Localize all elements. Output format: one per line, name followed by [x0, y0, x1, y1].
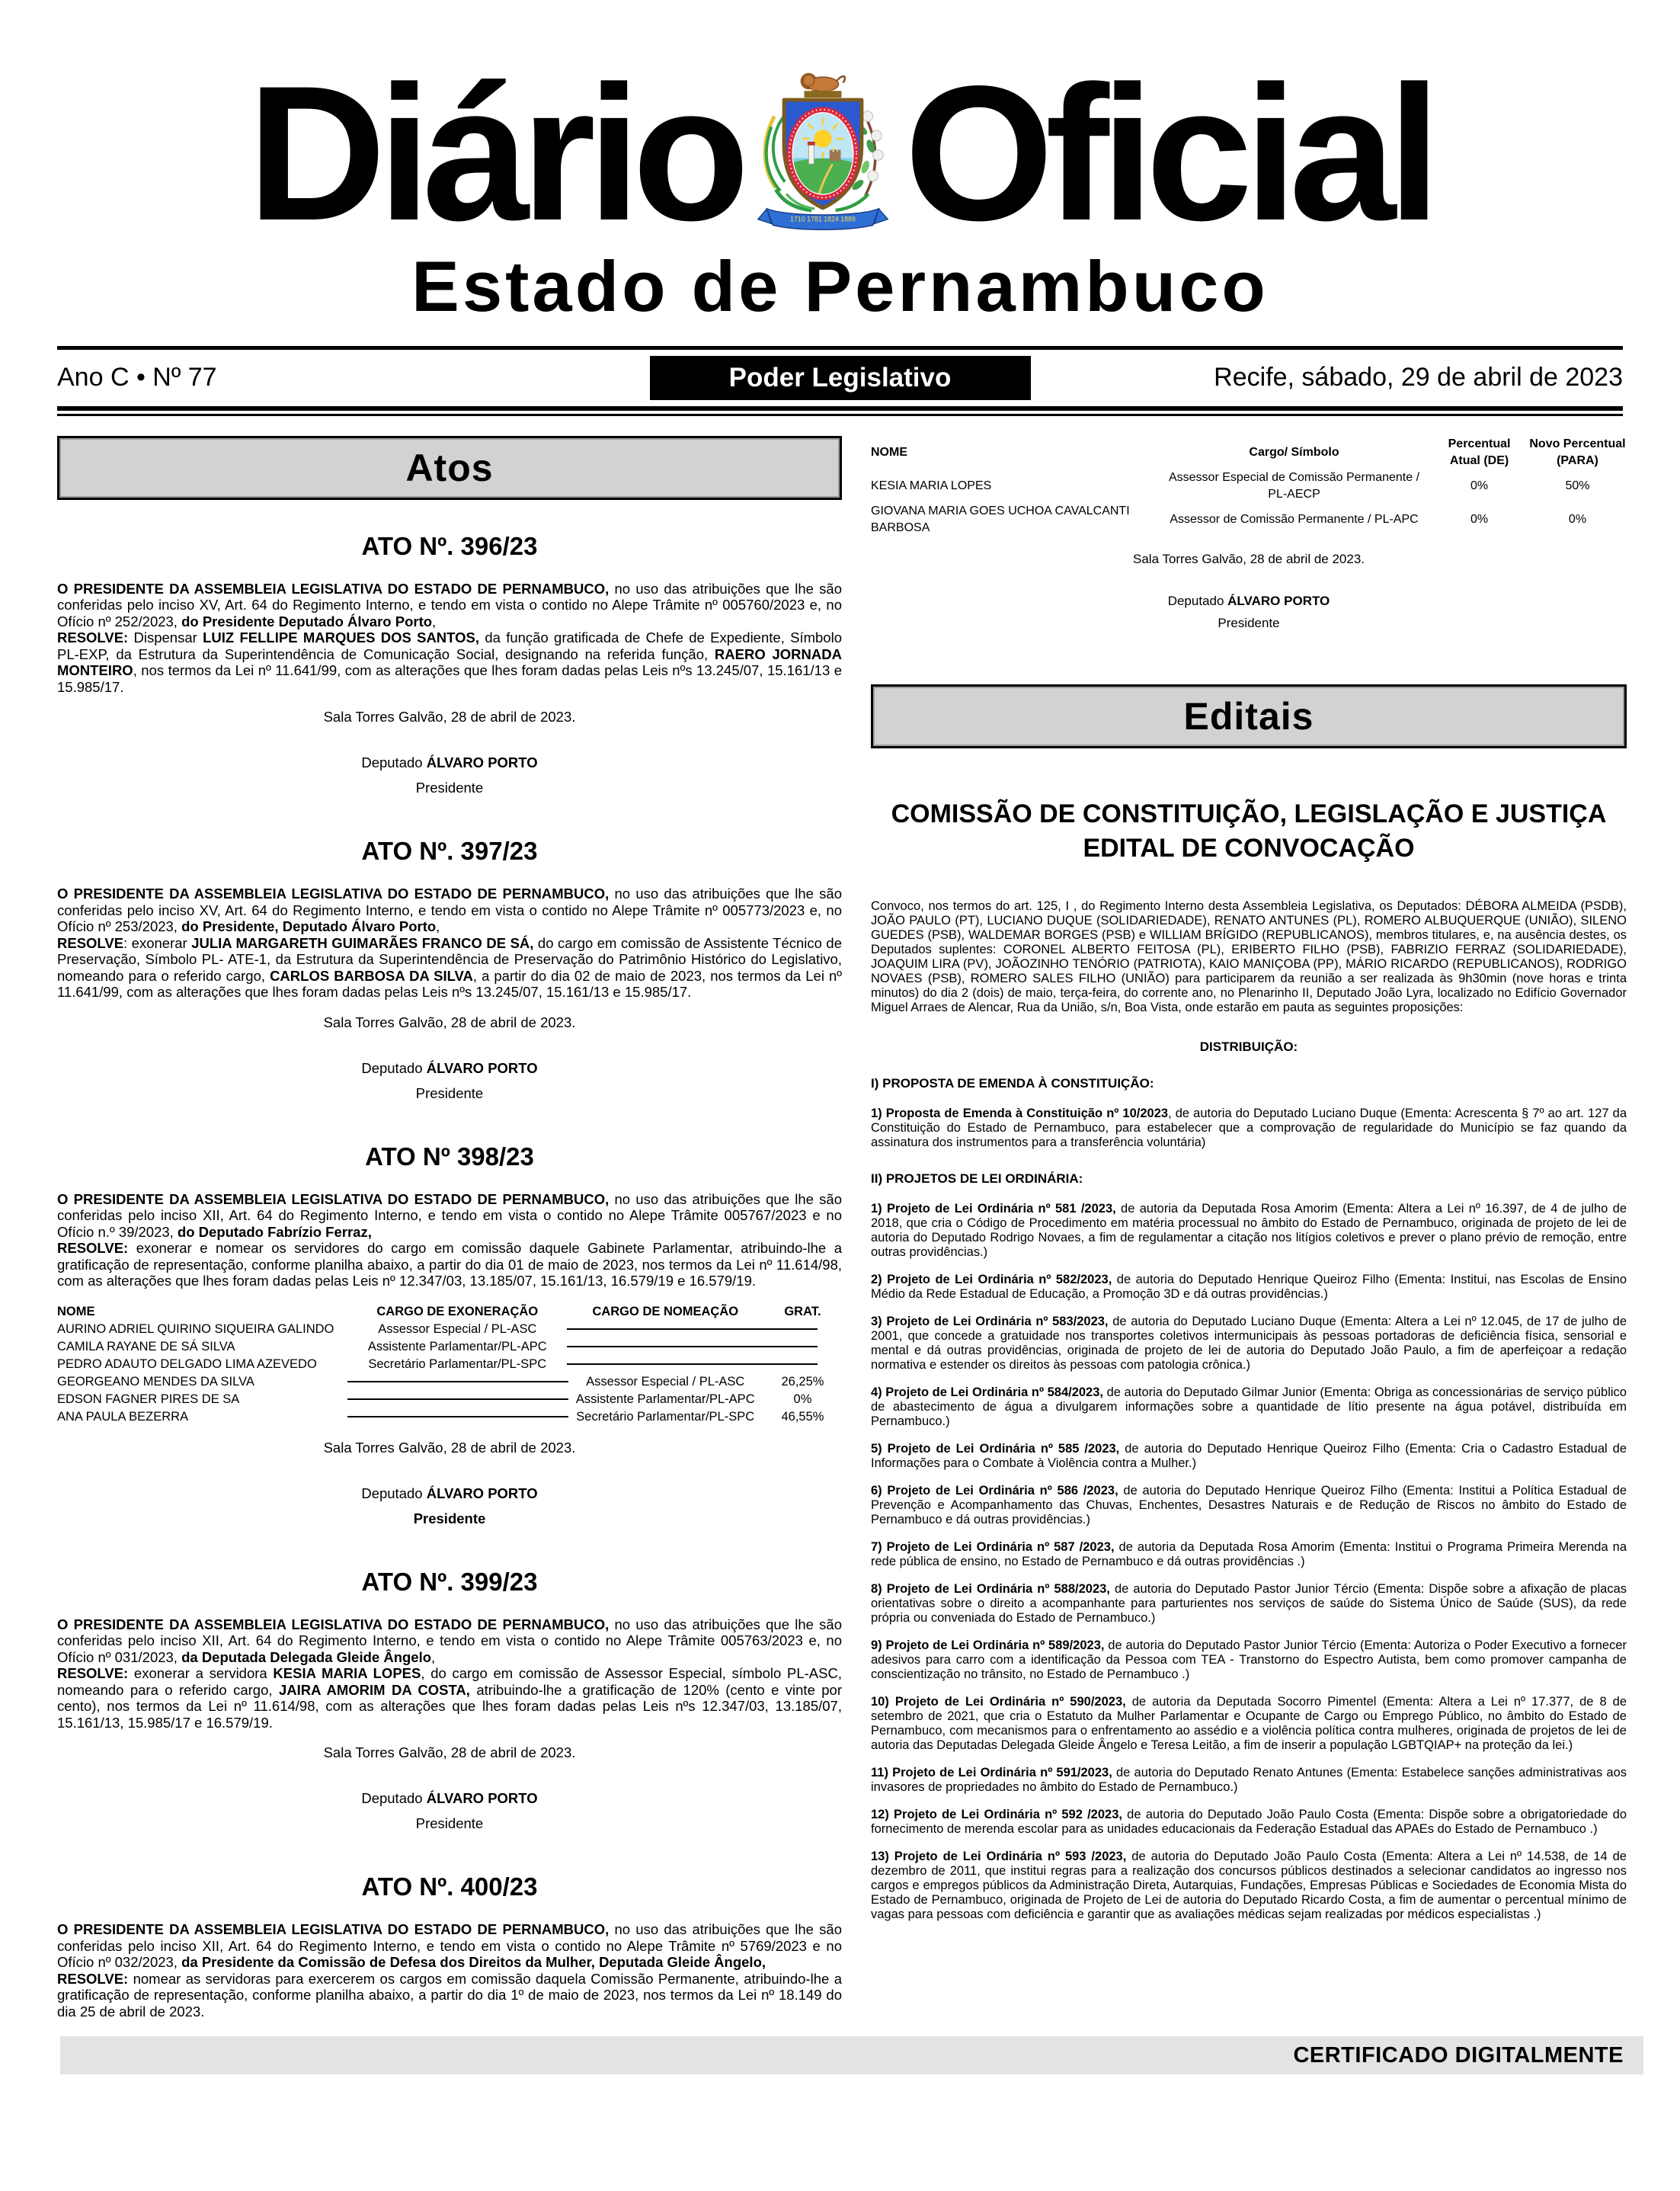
table-cell [567, 1338, 763, 1356]
sala-line: Sala Torres Galvão, 28 de abril de 2023. [323, 709, 576, 726]
edital-item: 7) Projeto de Lei Ordinária nº 587 /2023, de autoria da Deputada Rosa Amorim (Ementa: Institui o Programa Primeira Merenda na rede pública de ensino, no Estado de Pernambuco e dá outras providências .) [871, 1539, 1627, 1568]
ribbon-dates-label: 1710 1781 1824 1889 [790, 215, 856, 223]
table-cell: Assistente Parlamentar/PL-APC [367, 1339, 547, 1353]
signature-block [57, 1786, 842, 1836]
distribution-heading: DISTRIBUIÇÃO: [1199, 1039, 1298, 1054]
sala-line: Sala Torres Galvão, 28 de abril de 2023. [323, 1014, 576, 1030]
table-header-row [871, 436, 1627, 469]
ato-paragraph: RESOLVE: exonerar JULIA MARGARETH GUIMARÃES FRANCO DE SÁ, do cargo em comissão de Assistente Técnico de Preservação, Símbolo PL- ATE-1, da Estrutura da Superintendência de Preservação do Patrimônio Histórico do Legislativo, nomeando para o referido cargo, CARLOS BARBOSA DA SILVA, a partir do dia 02 de maio de 2023, nos termos da Lei nº 11.641/99, com as alterações que lhes foram dadas pelas Leis nºs 13.245/07, 15.161/13 e 15.985/17. [57, 934, 843, 1001]
edital-item: 8) Projeto de Lei Ordinária nº 588/2023, de autoria do Deputado Pastor Junior Tércio (Ementa: Dispõe sobre a afixação de placas orientativas sobre o direito a acompanhante para parturientes nos serviços de saúde do Sistema Único de Saúde (SUS), da rede própria ou conveniada do Estado de Pernambuco.) [871, 1581, 1627, 1625]
table-cell: 0% [1470, 512, 1489, 526]
table-cell: ANA PAULA BEZERRA [57, 1409, 189, 1424]
table-cell: AURINO ADRIEL QUIRINO SIQUEIRA GALINDO [57, 1321, 334, 1336]
edital-item: 12) Projeto de Lei Ordinária nº 592 /2023, de autoria do Deputado João Paulo Costa (Ementa: Dispõe sobre a obrigatoriedade do fornecimento de merenda escolar para as unidades educacionais da Federação Estadual das APAEs do Estado de Pernambuco .) [871, 1807, 1627, 1836]
pernambuco-coat-of-arms-icon [752, 69, 894, 239]
column-header: GRAT. [784, 1304, 821, 1318]
appointments-table [871, 436, 1627, 537]
table-cell: GEORGEANO MENDES DA SILVA [57, 1374, 254, 1389]
table-cell [347, 1391, 567, 1408]
ato-heading: ATO Nº 398/23 [365, 1142, 534, 1171]
signature-block [57, 750, 842, 800]
column-header: Percentual Atual (DE) [1448, 437, 1511, 467]
edital-headline-line1: COMISSÃO DE CONSTITUIÇÃO, LEGISLAÇÃO E JUSTIÇA [891, 799, 1607, 828]
table-cell: PEDRO ADAUTO DELGADO LIMA AZEVEDO [57, 1357, 317, 1371]
column-header: CARGO DE NOMEAÇÃO [592, 1304, 739, 1318]
signature-role: Presidente [413, 1510, 486, 1526]
ato-399-section [57, 1568, 842, 1837]
table-row [57, 1408, 842, 1426]
ato-paragraph: O PRESIDENTE DA ASSEMBLEIA LEGISLATIVA DO ESTADO DE PERNAMBUCO, no uso das atribuições que lhe são conferidas pelo inciso XII, Art. 64 do Regimento Interno, e tendo em vista o contido no Alepe Trâmite 005767/2023 e no Ofício n.º 39/2023, do Deputado Fabrízio Ferraz, [57, 1190, 842, 1240]
signature-name: Deputado ÁLVARO PORTO [361, 1485, 538, 1501]
lion-crest-icon [801, 73, 845, 93]
table-cell: Assistente Parlamentar/PL-APC [575, 1392, 755, 1406]
ato-paragraph: O PRESIDENTE DA ASSEMBLEIA LEGISLATIVA DO ESTADO DE PERNAMBUCO, no uso das atribuições que lhe são conferidas pelo inciso XII, Art. 64 do Regimento Interno, e tendo em vista o contido no Alepe Trâmite nº 5769/2023 e no Ofício nº 032/2023, da Presidente da Comissão de Defesa dos Direitos da Mulher, Deputada Gleide Ângelo, [57, 1921, 842, 1971]
column-header: CARGO DE EXONERAÇÃO [376, 1304, 539, 1318]
blank-line [787, 1328, 818, 1330]
table-cell [763, 1321, 842, 1338]
left-column [57, 436, 842, 2020]
masthead-subtitle: Estado de Pernambuco [411, 245, 1269, 326]
edital-item: 1) Proposta de Emenda à Constituição nº 10/2023, de autoria do Deputado Luciano Duque (Ementa: Acrescenta § 7º ao art. 127 da Constituição do Estado de Pernambuco, para estabelecer que a comprovação de regularidade do Município se faz quando da assinatura dos instrumentos para a transferência voluntária) [871, 1106, 1627, 1149]
signature-role: Presidente [415, 1084, 484, 1101]
edital-item: 6) Projeto de Lei Ordinária nº 586 /2023, de autoria do Deputado Henrique Queiroz Filho (Ementa: Institui a Política Estadual de Prevenção e Acompanhamento das Chuvas, Enchentes, Desastres Naturais e de Redução de Riscos no âmbito do Estado de Pernambuco e dá outras providências.) [871, 1483, 1627, 1526]
table-cell: GIOVANA MARIA GOES UCHOA CAVALCANTI BARBOSA [871, 504, 1130, 534]
edital-item-list [871, 1202, 1627, 1922]
signature-role: Presidente [415, 1815, 484, 1832]
certification-label: CERTIFICADO DIGITALMENTE [1293, 2042, 1624, 2068]
table-cell: 50% [1565, 479, 1590, 492]
signature-role: Presidente [415, 780, 484, 796]
column-header: NOME [57, 1304, 95, 1318]
table-row [57, 1356, 842, 1373]
content-columns [57, 436, 1627, 2020]
ato-398-section [57, 1142, 842, 1531]
blank-line [347, 1398, 568, 1400]
masthead-title-right: Oficial [904, 46, 1433, 261]
ato-heading: ATO Nº. 396/23 [361, 531, 538, 560]
table-cell: EDSON FAGNER PIRES DE SA [57, 1392, 240, 1406]
signature-role: Presidente [1218, 615, 1280, 630]
ato-397-section [57, 837, 842, 1106]
table-cell: 0% [1568, 512, 1587, 526]
table-cell: 46,55% [781, 1409, 824, 1424]
column-header: NOME [871, 445, 907, 459]
masthead-title-left: Diário [247, 46, 741, 261]
blank-line [567, 1328, 788, 1330]
signature-block [57, 1481, 842, 1531]
sala-line: Sala Torres Galvão, 28 de abril de 2023. [1133, 551, 1365, 566]
ato-heading: ATO Nº. 400/23 [361, 1872, 538, 1901]
table-row [57, 1321, 842, 1338]
masthead [0, 0, 1680, 328]
sala-line: Sala Torres Galvão, 28 de abril de 2023. [323, 1744, 576, 1761]
signature-block [57, 1055, 842, 1106]
ato-paragraph: O PRESIDENTE DA ASSEMBLEIA LEGISLATIVA DO ESTADO DE PERNAMBUCO, no uso das atribuições que lhe são conferidas pelo inciso XII, Art. 64 do Regimento Interno, e tendo em vista o contido no Alepe Trâmite 005763/2023 e, no Ofício nº 031/2023, da Deputada Delegada Gleide Ângelo, [57, 1616, 842, 1665]
exoneracao-table [57, 1303, 842, 1426]
issue-info-row [57, 350, 1623, 406]
table-cell: Assessor Especial / PL-ASC [378, 1321, 537, 1336]
edital-item: 3) Projeto de Lei Ordinária nº 583/2023, de autoria do Deputado Luciano Duque (Ementa: Altera a Lei nº 12.045, de 17 de julho de 2001, que concede a gratuidade nos transportes coletivos intermunicipais às pessoas portadoras de deficiência física, sensorial e mental e dá outras providências, originada de projeto de lei de autoria do Deputado João Paulo, a fim de aperfeiçoar a redação normativa e estender os direitos às pessoas com patologia crônica.) [871, 1314, 1627, 1372]
ato-paragraph: RESOLVE: nomear as servidoras para exercerem os cargos em comissão daquela Comissão Permanente, atribuindo-lhe a gratificação de representação, conforme planilha abaixo, a partir do dia 1º de maio de 2023, nos termos da Lei nº 18.149 do dia 25 de abril de 2023. [57, 1970, 842, 2020]
edital-item: 1) Projeto de Lei Ordinária nº 581 /2023, de autoria da Deputada Rosa Amorim (Ementa: Altera a Lei nº 16.397, de 4 de julho de 2018, que cria o Código de Procedimento em matéria processual no âmbito do Estado de Pernambuco, originada de projeto de lei de autoria do Deputado Rodrigo Novaes, a fim de regulamentar a citação nos litígios coletivos e prever o plano prévio de remoção, entre outras providências.) [871, 1201, 1627, 1259]
signature-name: Deputado ÁLVARO PORTO [361, 1059, 538, 1076]
table-cell [567, 1356, 763, 1373]
table-cell: Assessor Especial / PL-ASC [586, 1374, 745, 1389]
ato-heading: ATO Nº. 399/23 [361, 1567, 538, 1596]
edital-item: 9) Projeto de Lei Ordinária nº 589/2023, de autoria do Deputado Pastor Junior Tércio (Ementa: Autoriza o Poder Executivo a fornecer adesivos para carro com a identificação da Pessoa com TEA - Transtorno do Espectro Autista, bem como promover campanha de conscientização no trânsito, no Estado de Pernambuco .) [871, 1638, 1627, 1681]
signature-name: Deputado ÁLVARO PORTO [361, 1790, 538, 1807]
ato-paragraph: RESOLVE: Dispensar LUIZ FELLIPE MARQUES DOS SANTOS, da função gratificada de Chefe de Expediente, Símbolo PL-EXP, da Estrutura da Superintendência de Comunicação Social, designando na referida função, RAERO JORNADA MONTEIRO, nos termos da Lei nº 11.641/99, com as alterações que lhes foram dadas pelas Leis nºs 13.245/07, 15.161/13 e 15.985/17. [57, 629, 842, 695]
signature-block [871, 590, 1627, 634]
branch-badge: Poder Legislativo [650, 356, 1031, 400]
masthead-title-row [0, 46, 1680, 261]
table-header-row [57, 1303, 842, 1321]
table-cell: Assessor de Comissão Permanente / PL-APC [1170, 512, 1419, 526]
table-cell: KESIA MARIA LOPES [871, 479, 992, 492]
ato-paragraph: RESOLVE: exonerar e nomear os servidores do cargo em comissão daquele Gabinete Parlamentar, atribuindo-lhe a gratificação de representação, conforme planilha abaixo, a partir do dia 01 de maio de 2023, nos termos da Lei nº 11.614/98, com as alterações que lhes foram dadas pelas Leis nº 12.347/03, 13.185/07, 15.161/13, 16.579/19 e 16.579/19. [57, 1240, 842, 1289]
table-cell: Secretário Parlamentar/PL-SPC [368, 1357, 547, 1371]
edital-item: 13) Projeto de Lei Ordinária nº 593 /2023, de autoria do Deputado João Paulo Costa (Ementa: Altera a Lei nº 14.538, de 14 de dezembro de 2011, que institui regras para a realização dos concursos públicos destinados a selecionar candidatos ao ingresso nos cargos e empregos públicos da Administração Direta, Autarquias, Fundações, Empresas Públicas e Sociedades de Economia Mista do Estado de Pernambuco, originada de Projeto de Lei de autoria do Deputado Ricardo Costa, a fim de aumentar o percentual mínimo de vagas para pessoas com deficiência e garantir que as avaliações médicas sejam realizadas por médicos especialistas .) [871, 1849, 1627, 1921]
blank-line [347, 1381, 568, 1382]
table-cell: 0% [793, 1392, 812, 1406]
table-cell [567, 1321, 763, 1338]
blank-line [347, 1416, 568, 1417]
appointments-table-body [871, 469, 1627, 537]
section-heading-pec: I) PROPOSTA DE EMENDA À CONSTITUIÇÃO: [871, 1075, 1154, 1091]
table-row [57, 1373, 842, 1391]
table-cell: Secretário Parlamentar/PL-SPC [576, 1409, 755, 1424]
ato-paragraph: O PRESIDENTE DA ASSEMBLEIA LEGISLATIVA DO ESTADO DE PERNAMBUCO, no uso das atribuições que lhe são conferidas pelo inciso XV, Art. 64 do Regimento Interno, e tendo em vista o contido no Alepe Trâmite nº 005760/2023 e, no Ofício nº 252/2023, do Presidente Deputado Álvaro Porto, [57, 580, 842, 629]
sala-line: Sala Torres Galvão, 28 de abril de 2023. [323, 1439, 576, 1456]
editais-section-box: Editais [871, 684, 1627, 748]
atos-section-box: Atos [57, 436, 842, 500]
edital-item: 4) Projeto de Lei Ordinária nº 584/2023, de autoria do Deputado Gilmar Junior (Ementa: Obriga as concessionárias de serviço público de abastecimento de água a divulgarem informações sobre a quantidade de lítio presente na água potável, distribuída em Pernambuco.) [871, 1385, 1627, 1428]
table-cell [347, 1373, 567, 1391]
exoneracao-table-body [57, 1321, 842, 1426]
blank-line [567, 1363, 788, 1365]
edition-label: Ano C • Nº 77 [57, 363, 217, 392]
issue-date: Recife, sábado, 29 de abril de 2023 [1214, 363, 1623, 392]
edital-item: 10) Projeto de Lei Ordinária nº 590/2023, de autoria da Deputada Socorro Pimentel (Ementa: Altera a Lei nº 17.377, de 8 de setembro de 2021, que cria o Estatuto da Mulher Parlamentar e Ocupante de Cargo ou Emprego Público, no âmbito do Estado de Pernambuco, com mecanismos para o enfrentamento ao assédio e a violência política contra mulheres, originada de projetos de lei de autoria das Deputadas Delegada Gleide Ângelo e Teresa Leitão, a fim de inserir a população LGBTQIAP+ na proteção da lei.) [871, 1694, 1627, 1752]
edital-headline [871, 797, 1627, 866]
edital-item: 2) Projeto de Lei Ordinária nº 582/2023, de autoria do Deputado Henrique Queiroz Filho (Ementa: Institui, nas Escolas de Ensino Médio da Rede Estadual de Educação, a Promoção 3D e dá outras providências.) [871, 1272, 1627, 1301]
convocation-paragraph: Convoco, nos termos do art. 125, I , do Regimento Interno desta Assembleia Legislativa, os Deputados: DÉBORA ALMEIDA (PSDB), JOÃO PAULO (PT), LUCIANO DUQUE (SOLIDARIEDADE), RENATO ANTUNES (PL), ROMERO ALBUQUERQUE (UNIÃO), SILENO GUEDES (PSB), WALDEMAR BORGES (PSB) e WILLIAM BRÍGIDO (REPUBLICANOS), membros titulares, e, na ausência destes, os Deputados suplentes: CORONEL ALBERTO FEITOSA (PL), ERIBERTO FILHO (PSB), FABRIZIO FERRAZ (SOLIDARIEDADE), JOAQUIM LIRA (PV), JOÃOZINHO TENÓRIO (PATRIOTA), KAIO MANIÇOBA (PP), MÁRIO RICARDO (REPUBLICANOS), RODRIGO NOVAES (PSB), ROMERO SALES FILHO (UNIÃO) para participarem da reunião a ser realizada às 9h30min (nove horas e trinta minutos) do dia 2 (dois) de maio, terça-feira, do corrente ano, no Plenarinho II, Deputado João Lyra, localizado no Edifício Governador Miguel Arraes de Alencar, Rua da União, s/n, Boa Vista, onde estarão em pauta as seguintes proposições: [871, 899, 1627, 1014]
table-cell [763, 1338, 842, 1356]
signature-name: Deputado ÁLVARO PORTO [1167, 593, 1330, 608]
certification-bar [60, 2036, 1643, 2074]
table-cell: 0% [1470, 479, 1489, 492]
ato-396-section [57, 532, 842, 801]
table-row [57, 1338, 842, 1356]
header-rule-double [57, 406, 1623, 416]
edital-item: 11) Projeto de Lei Ordinária nº 591/2023, de autoria do Deputado Renato Antunes (Ementa: Estabelece sanções administrativas aos invasores de propriedades no âmbito do Estado de Pernambuco.) [871, 1765, 1627, 1794]
edital-item: 5) Projeto de Lei Ordinária nº 585 /2023, de autoria do Deputado Henrique Queiroz Filho (Ementa: Cria o Cadastro Estadual de Informações para o Combate à Violência contra a Mulher.) [871, 1441, 1627, 1470]
column-header: Novo Percentual (PARA) [1529, 437, 1626, 467]
table-row [871, 469, 1627, 503]
ribbon-icon [758, 209, 888, 229]
table-cell: Assessor Especial de Comissão Permanente / PL-AECP [1168, 470, 1420, 501]
signature-name: Deputado ÁLVARO PORTO [361, 754, 538, 771]
column-header: Cargo/ Símbolo [1249, 445, 1339, 459]
table-cell: CAMILA RAYANE DE SÁ SILVA [57, 1339, 235, 1353]
table-cell [347, 1408, 567, 1426]
right-column [871, 436, 1627, 1935]
table-cell: 26,25% [781, 1374, 824, 1389]
blank-line [787, 1363, 818, 1365]
table-row [871, 503, 1627, 537]
blank-line [787, 1346, 818, 1347]
ato-paragraph: RESOLVE: exonerar a servidora KESIA MARIA LOPES, do cargo em comissão de Assessor Especial, símbolo PL-ASC, nomeando para o referido cargo, JAIRA AMORIM DA COSTA, atribuindo-lhe a gratificação de 120% (cento e vinte por cento), nos termos da Lei nº 11.614/98, com as alterações que lhes foram dadas pelas Leis nºs 12.347/03, 13.185/07, 15.161/13, 15.985/17 e 16.579/19. [57, 1665, 842, 1731]
table-cell [763, 1356, 842, 1373]
ato-400-section [57, 1872, 842, 2020]
edital-headline-line2: EDITAL DE CONVOCAÇÃO [1083, 833, 1415, 863]
blank-line [567, 1346, 788, 1347]
ato-heading: ATO Nº. 397/23 [361, 837, 538, 866]
section-heading-plo: II) PROJETOS DE LEI ORDINÁRIA: [871, 1171, 1083, 1186]
shield-icon [784, 91, 862, 208]
table-row [57, 1391, 842, 1408]
ato-paragraph: O PRESIDENTE DA ASSEMBLEIA LEGISLATIVA DO ESTADO DE PERNAMBUCO, no uso das atribuições que lhe são conferidas pelo inciso XV, Art. 64 do Regimento Interno, e tendo em vista o contido no Alepe Trâmite nº 005773/2023 e, no Ofício nº 253/2023, do Presidente, Deputado Álvaro Porto, [57, 886, 842, 935]
